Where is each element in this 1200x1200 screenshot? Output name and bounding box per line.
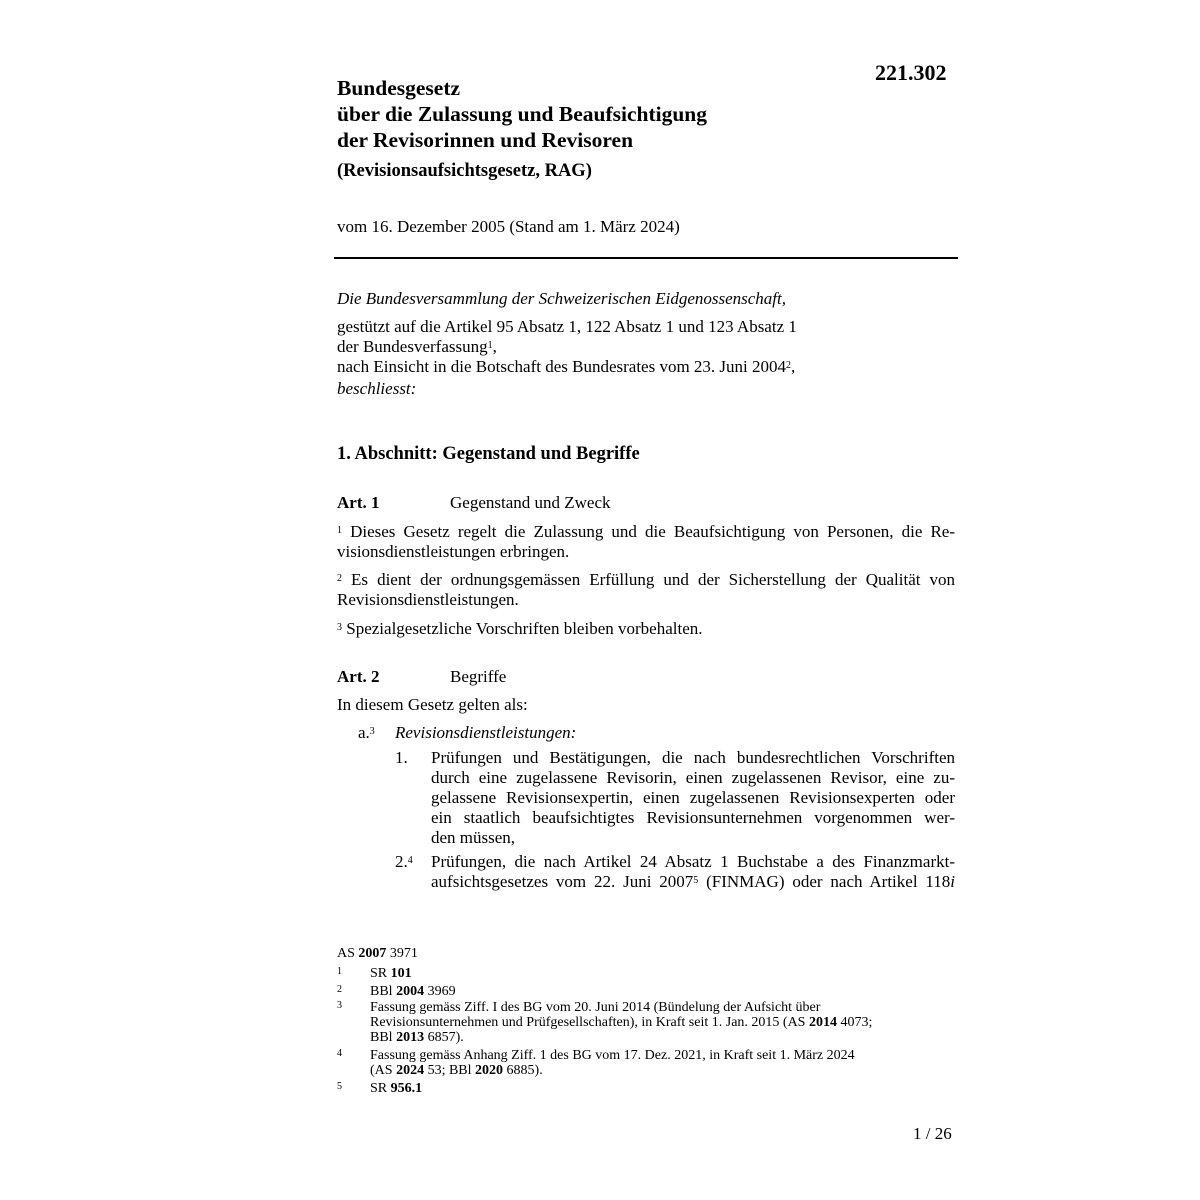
list-item-a: a.$^3$	[358, 723, 375, 742]
footnote-ref[interactable]: 3	[369, 726, 375, 737]
article-title: Gegenstand und Zweck	[450, 493, 611, 512]
preamble	[337, 289, 957, 399]
footnote-ref[interactable]: 5	[693, 875, 699, 886]
paragraph: $^3$ Spezialgesetzliche Vorschriften bleiben vorbehalten.	[337, 619, 703, 638]
list-item-line: ein staatlich beaufsichtigtes Revisionsunternehmen vorgenommen wer-	[431, 808, 955, 827]
preamble-line: nach Einsicht in die Botschaft des Bundesrates vom 23. Juni 2004$^2$,	[337, 357, 796, 376]
paragraph: $^1$ Dieses Gesetz regelt die Zulassung und die Beaufsichtigung von Personen, die Revisionsdienstleistungen erbringen.	[337, 522, 956, 561]
preamble-line: beschliesst:	[337, 379, 417, 398]
preamble-line: gestützt auf die Artikel 95 Absatz 1, 122 Absatz 1 und 123 Absatz 1	[337, 317, 797, 336]
page-number: 1 / 26	[913, 1124, 952, 1143]
article-heading	[337, 493, 611, 513]
official-compilation-ref: AS 2007 3971	[337, 946, 418, 961]
article-number: Art. 2	[337, 667, 380, 686]
section-heading: 1. Abschnitt: Gegenstand und Begriffe	[337, 444, 640, 464]
paragraph: In diesem Gesetz gelten als:	[337, 695, 528, 714]
list-item-line: durch eine zugelassene Revisorin, einen zugelassenen Revisor, eine zu-	[431, 768, 955, 787]
law-date: vom 16. Dezember 2005 (Stand am 1. März 2024)	[337, 217, 680, 236]
title-line: über die Zulassung und Beaufsichtigung	[337, 102, 708, 126]
paragraph: $^2$ Es dient der ordnungsgemässen Erfüllung und der Sicherstellung der Qualität von Revisionsdienstleistungen.	[337, 570, 955, 609]
list-item-line: den müssen,	[431, 828, 516, 847]
header-divider	[334, 257, 958, 259]
preamble-line: Die Bundesversammlung der Schweizerischen Eidgenossenschaft,	[337, 289, 786, 308]
footnote-ref[interactable]: 2	[786, 360, 792, 371]
title-line: Bundesgesetz	[337, 76, 461, 100]
list-item-line: gelassene Revisionsexpertin, einen zugelassenen Revisionsexperten oder	[431, 788, 955, 807]
short-title: (Revisionsaufsichtsgesetz, RAG)	[337, 161, 592, 181]
law-title	[337, 75, 707, 184]
article-heading	[337, 667, 506, 687]
footnote-ref[interactable]: 1	[487, 340, 493, 351]
document-page: 221.302 Bundesgesetz über die Zulassung und Beaufsichtigung der Revisorinnen und Revisoren (Revisionsaufsichtsgesetz, RAG) vom 16. Dezember 2005 (Stand am 1. März 2024) Die Bundesversammlung der Schweizerischen Eidgenossenschaft, gestützt auf die Artikel 95 Absatz 1, 122 Absatz 1 und 123 Absatz 1 der Bundesverfassung$^1$, nach Einsicht in die Botschaft des Bundesrates vom 23. Juni 2004$^2$, beschliesst: 1. Abschnitt: Gegenstand und Begriffe Art. 1 Gegenstand und Zweck $^1$ Dieses Gesetz regelt die Zulassung und die Beaufsichtigung von Personen, die Revisionsdienstleistungen erbringen. $^2$ Es dient der ordnungsgemässen Erfüllung und der Sicherstellung der Qualität von Revisionsdienstleistungen. $^3$ Spezialgesetzliche Vorschriften bleiben vorbehalten. Art. 2 Begriffe In diesem Gesetz gelten als: a.$^3$ Revisionsdienstleistungen: 1. Prüfungen und Bestätigungen, die nach bundesrechtlichen Vorschriften durch eine zugelassene Revisorin, einen zugelassenen Revisor, eine zu- gelassene Revisionsexpertin, einen zugelassenen Revisionsexperten oder ein staatlich beaufsichtigtes Revisionsunternehmen vorgenommen wer- den müssen, 2.$^4$ Prüfungen, die nach Artikel 24 Absatz 1 Buchstabe a des Finanzmarkt- aufsichtsgesetzes vom 22. Juni 2007$^5$ (FINMAG) oder nach Artikel 118i AS 2007 3971 1 SR 101 2 BBl 2004 3969 3 Fassung gemäss Ziff. I des BG vom 20. Juni 2014 (Bündelung der Aufsicht über Revisionsunternehmen und Prüfgesellschaften), in Kraft seit 1. Jan. 2015 (AS 2014 4073; BBl 2013 6857). 4 Fassung gemäss Anhang Ziff. 1 des BG vom 17. Dez. 2021, in Kraft seit 1. März 2024 (AS 2024 53; BBl 2020 6885). 5 SR 956.1 1 / 26	[0, 0, 1200, 1200]
footnote-ref[interactable]: 4	[407, 855, 413, 866]
preamble-line: der Bundesverfassung$^1$,	[337, 337, 497, 356]
article-number: Art. 1	[337, 493, 380, 512]
sr-number: 221.302	[875, 60, 947, 85]
title-line: der Revisorinnen und Revisoren	[337, 128, 634, 152]
list-item-line: Prüfungen und Bestätigungen, die nach bundesrechtlichen Vorschriften	[431, 748, 955, 767]
article-title: Begriffe	[450, 667, 507, 686]
definition-term: Revisionsdienstleistungen:	[395, 723, 577, 742]
